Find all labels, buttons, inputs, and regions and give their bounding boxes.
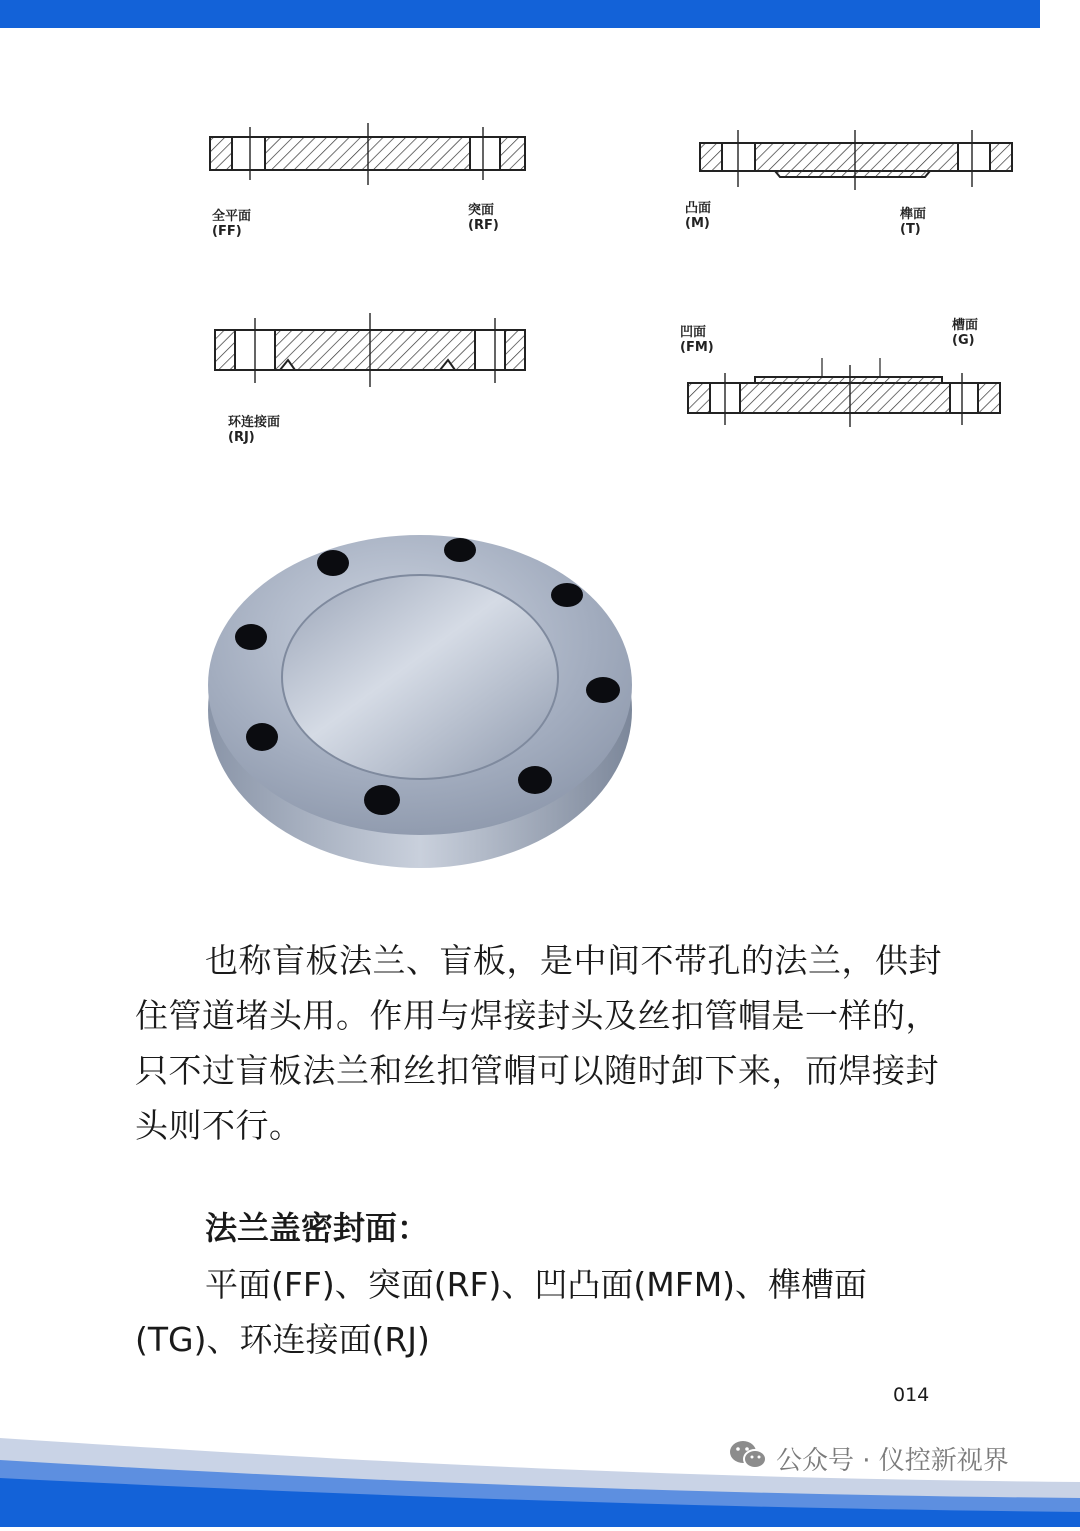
label-rf-code: (RF) [468,218,499,233]
label-fm-name: 凹面 [680,325,707,340]
label-t-name: 榫面 [900,207,927,222]
label-m-name: 凸面 [685,201,712,216]
label-t [900,207,926,237]
label-ff [212,209,251,239]
label-fm [680,325,714,355]
label-t-code: (T) [900,222,921,237]
diagram-drawing [190,115,1030,475]
label-g [952,318,978,348]
label-fm-code: (FM) [680,340,714,355]
label-rj [228,415,280,445]
sealing-faces-list: 平面(FF)、突面(RF)、凹凸面(MFM)、榫槽面(TG)、环连接面(RJ) [135,1265,868,1359]
watermark-text: 公众号 · 仪控新视界 [776,1445,1009,1476]
label-ff-code: (FF) [212,224,242,239]
top-bar [0,0,1040,28]
wechat-icon [728,1438,768,1479]
label-rj-name: 环连接面 [228,415,281,430]
description-paragraph: 也称盲板法兰、盲板，是中间不带孔的法兰，供封住管道堵头用。作用与焊接封头及丝扣管帽是一样的，只不过盲板法兰和丝扣管帽可以随时卸下来，而焊接封头则不行。 [135,941,942,1145]
label-rf-name: 突面 [468,203,495,218]
blind-flange-photo [205,515,655,875]
label-rf [468,203,499,233]
label-m-code: (M) [685,216,710,231]
watermark [728,1438,1009,1478]
section-heading: 法兰盖密封面： [205,1209,430,1247]
label-rj-code: (RJ) [228,430,255,445]
label-ff-name: 全平面 [212,209,252,224]
label-g-code: (G) [952,333,975,348]
page-number: 014 [893,1384,930,1406]
label-m [685,201,711,231]
label-g-name: 槽面 [952,318,979,333]
blind-flange-image [205,515,655,875]
sealing-face-diagrams [190,115,1030,475]
